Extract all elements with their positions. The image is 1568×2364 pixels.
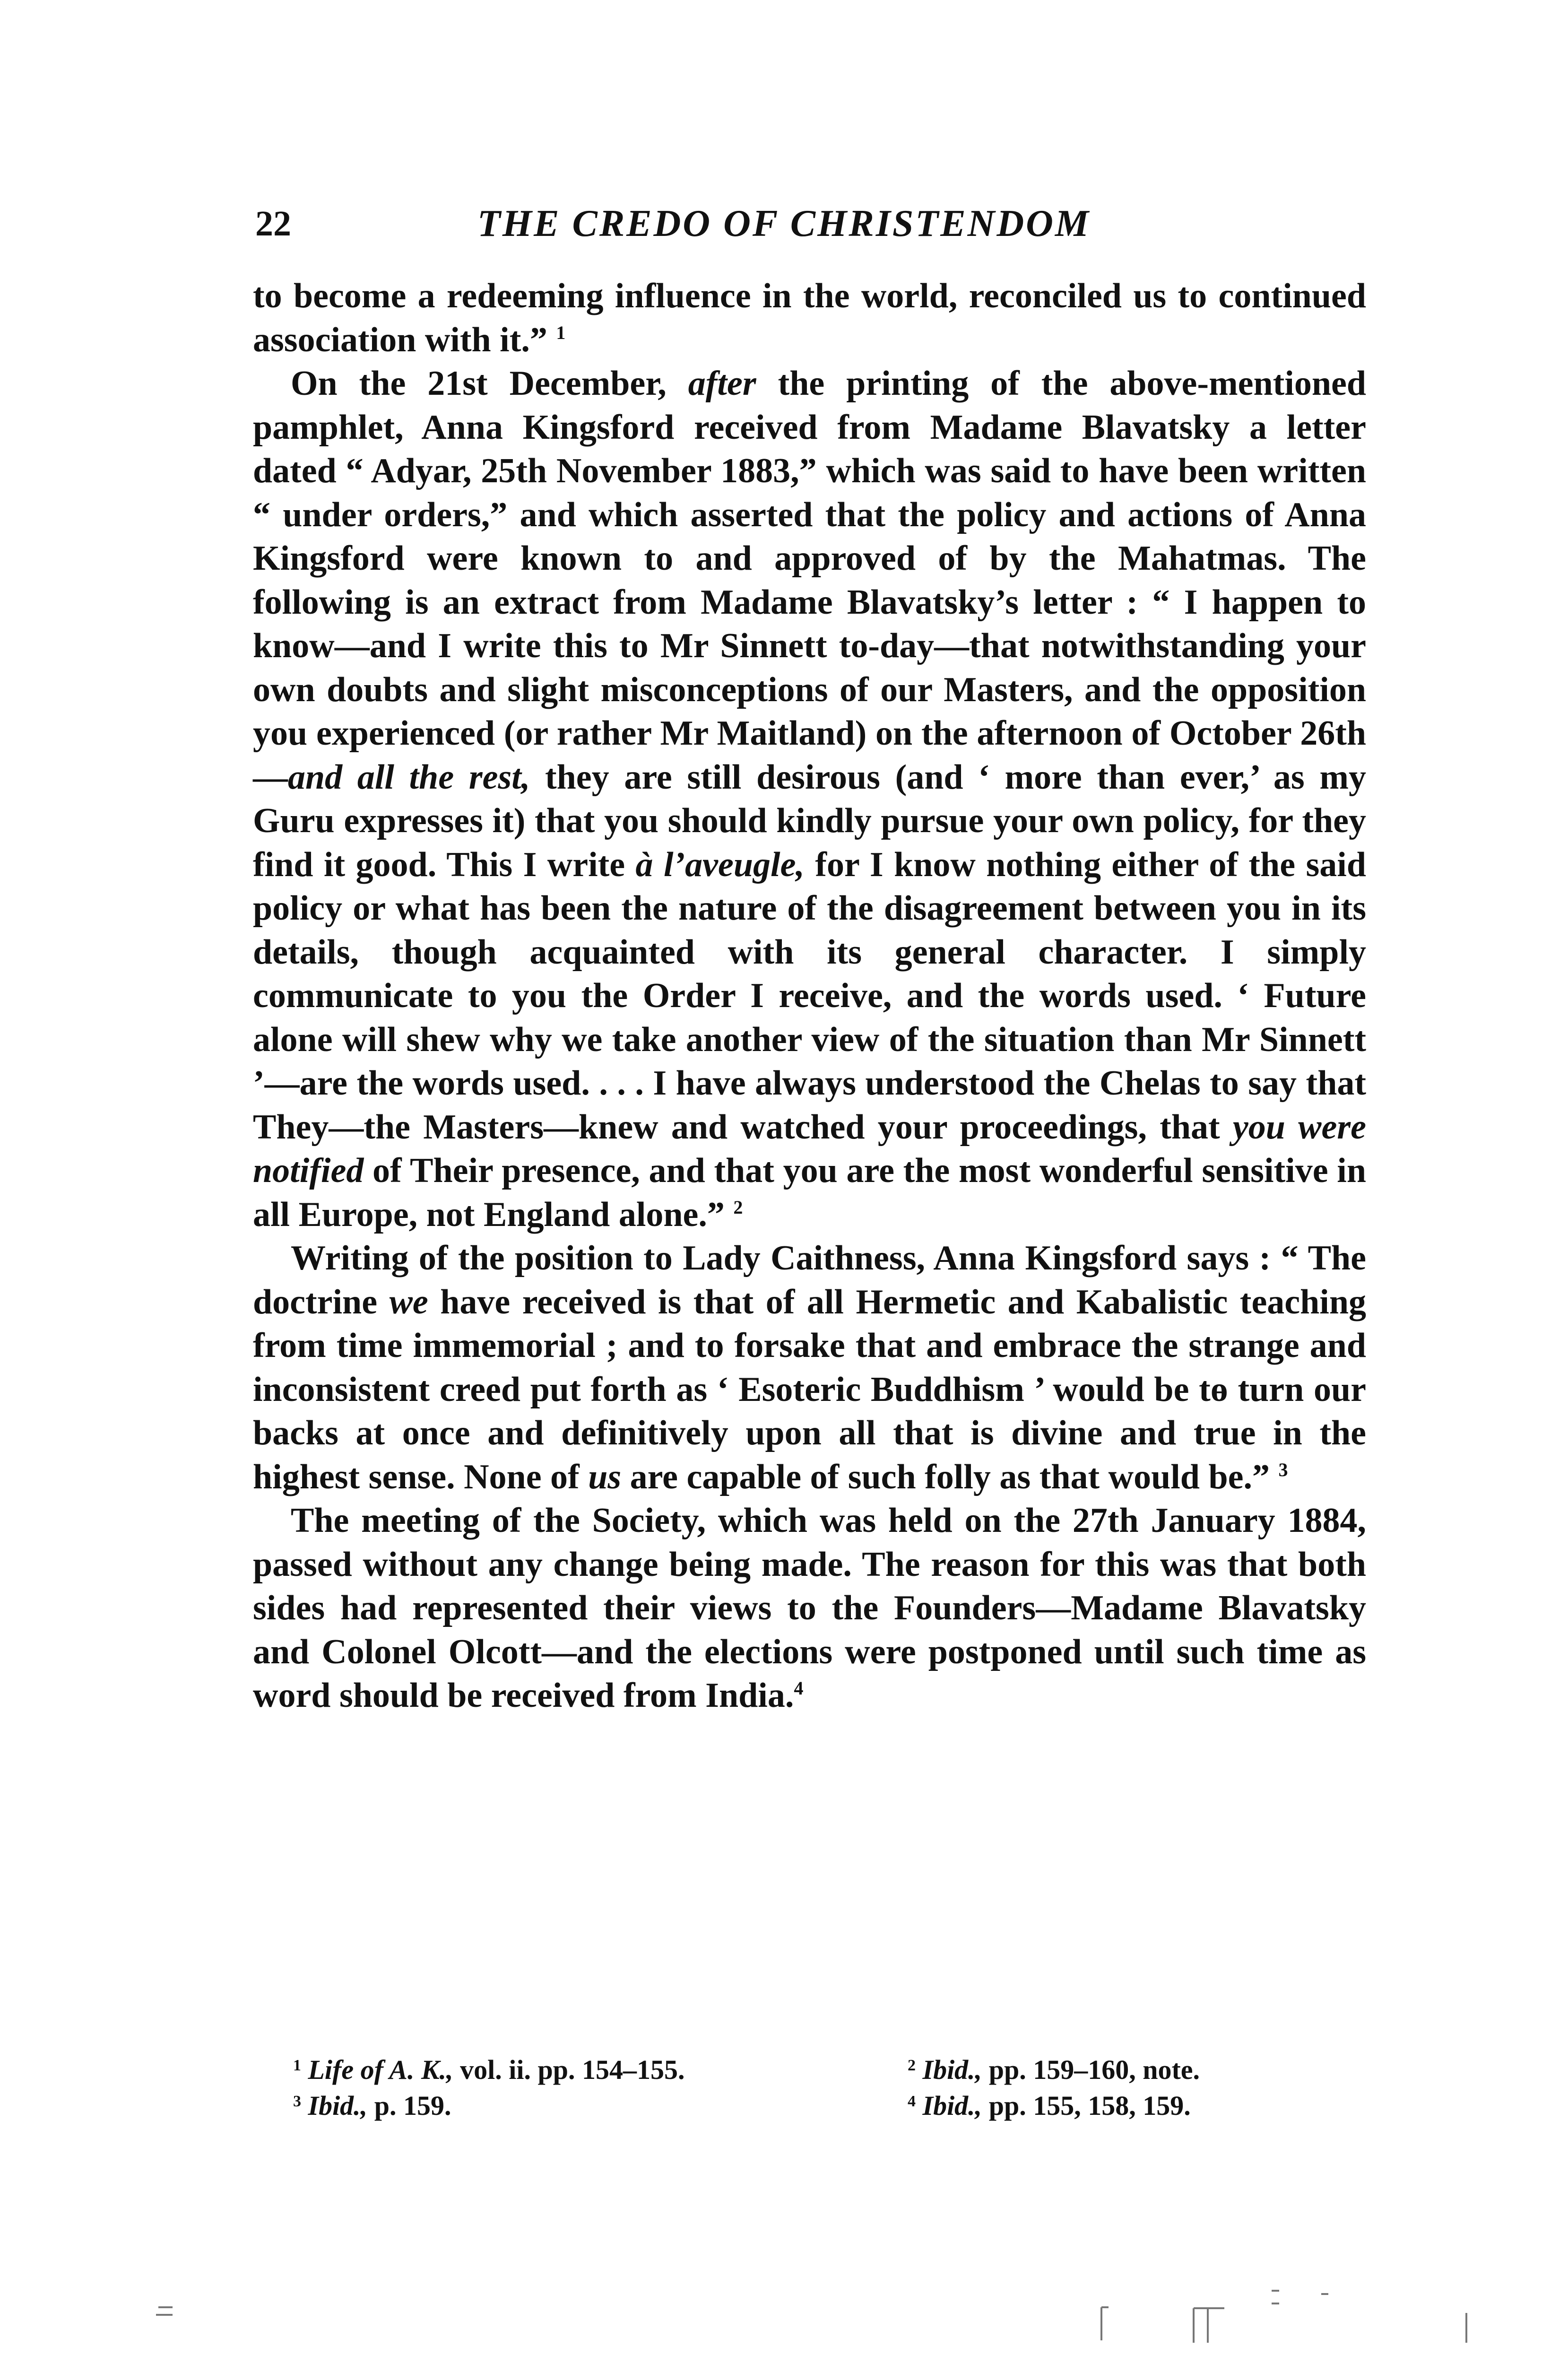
footnote-row	[293, 2052, 1380, 2088]
paragraph	[253, 362, 1366, 1236]
text-run: of Their presence, and that you are the most wonderful sensitive in all Europe, not England alone.”	[253, 1151, 1366, 1234]
italic-run: à l’aveugle,	[635, 845, 805, 884]
footnote-ref: 4	[794, 1677, 804, 1699]
text-run: have received is that of all Hermetic and Kabalistic teaching from time immemorial ; and to forsake that and embrace the strange and inconsistent creed put forth as ‘ Esoteric Buddhism ’ would be tɵ turn our backs at once and definitively upon all that is divine and true in the highest sense. None of	[253, 1282, 1367, 1496]
footnote-source: Life of A. K.,	[308, 2054, 453, 2085]
footnote-text: vol. ii. pp. 154–155.	[453, 2054, 685, 2085]
footnote	[908, 2088, 1191, 2124]
footnote-ref: 2	[733, 1196, 743, 1218]
text-run: the printing of the above-mentioned pamphlet, Anna Kingsford received from Madame Blavatsky a letter dated “ Adyar, 25th November 1883,” which was said to have been written “ under orders,” and which asserted that the policy and actions of Anna Kingsford were known to and approved of by the Mahatmas. The following is an extract from Madame Blavatsky’s letter : “ I happen to know—and I write this to Mr Sinnett to-day—that notwithstanding your own doubts and slight misconceptions of our Masters, and the opposition you experienced (or rather Mr Maitland) on the afternoon of October 26th—	[253, 364, 1366, 797]
footnote-ref: 3	[1278, 1459, 1288, 1480]
italic-run: and all the rest,	[288, 757, 530, 797]
footnote-row	[293, 2088, 1380, 2124]
footnote-mark: 3	[293, 2093, 301, 2110]
footnote-source: Ibid.,	[308, 2090, 368, 2121]
body-text	[253, 274, 1366, 1718]
footnotes	[293, 2052, 1380, 2124]
footnote-ref: 1	[556, 322, 566, 343]
footnote	[293, 2088, 451, 2124]
text-run: On the 21st December,	[291, 364, 688, 403]
footnote-mark: 2	[908, 2057, 916, 2074]
text-run: to become a redeeming influence in the world, reconciled us to continued association with it.”	[253, 277, 1366, 359]
page-number: 22	[255, 204, 291, 243]
footnote	[908, 2052, 1200, 2088]
running-head-title: THE CREDO OF CHRISTENDOM	[477, 203, 1091, 244]
text-run: Writing of the position to Lady Caithness, Anna Kingsford says : “ The doctrine	[253, 1239, 1366, 1321]
italic-run: us	[588, 1457, 622, 1496]
footnote-source: Ibid.,	[922, 2054, 982, 2085]
footnote	[293, 2052, 685, 2088]
text-run: The meeting of the Society, which was held on the 27th January 1884, passed without any change being made. The reason for this was that both sides had represented their views to the Founders—Madame Blavatsky and Colonel Olcott—and the elections were postponed until such time as word should be received from India.	[253, 1501, 1366, 1715]
italic-run: we	[389, 1282, 428, 1321]
footnote-text: pp. 159–160, note.	[982, 2054, 1200, 2085]
text-run: they are still desirous (and ‘ more than ever,’ as my Guru expresses it) that you should kindly pursue your own policy, for they find it good. This I write	[253, 757, 1366, 884]
running-header	[255, 198, 1361, 250]
footnote-text: p. 159.	[367, 2090, 451, 2121]
footnote-text: pp. 155, 158, 159.	[982, 2090, 1191, 2121]
text-run: for I know nothing either of the said policy or what has been the nature of the disagreement between you in its details, though acquainted with its general character. I simply communicate to you the Order I receive, and the words used. ‘ Future alone will shew why we take another view of the situation than Mr Sinnett ’—are the words used. . . . I have always understood the Chelas to say that They—the Masters—knew and watched your proceedings, that	[253, 845, 1366, 1147]
italic-run: you were notified	[253, 1107, 1366, 1190]
paragraph	[253, 1236, 1366, 1499]
footnote-mark: 4	[908, 2093, 916, 2110]
paragraph	[253, 1499, 1366, 1718]
text-run: are capable of such folly as that would be.”	[621, 1457, 1270, 1496]
italic-run: after	[688, 364, 756, 403]
paragraph	[253, 274, 1366, 362]
footnote-source: Ibid.,	[922, 2090, 982, 2121]
footnote-mark: 1	[293, 2057, 301, 2074]
